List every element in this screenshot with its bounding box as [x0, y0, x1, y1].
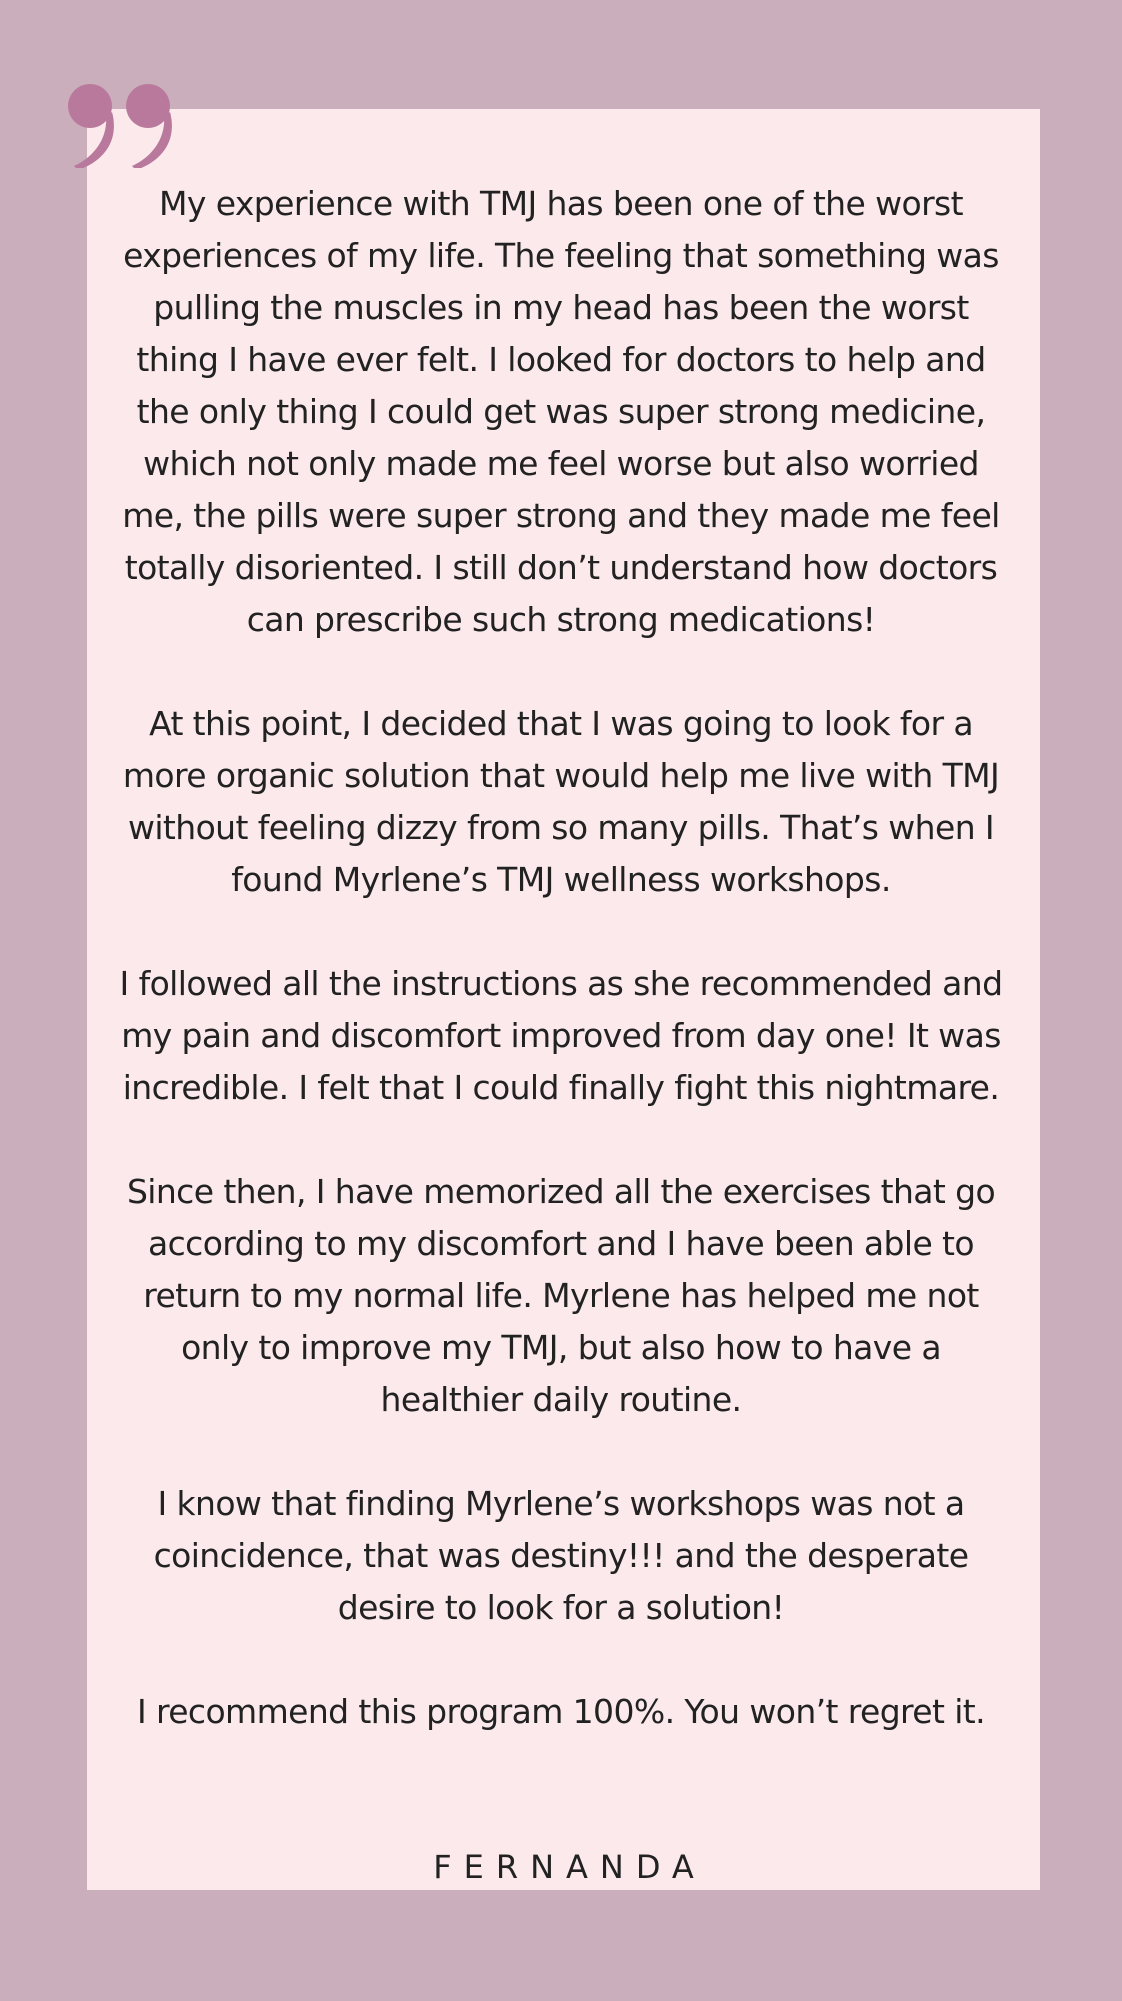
- testimonial-text: [110, 178, 1012, 1738]
- testimonial-paragraph-2: At this point, I decided that I was going to look for a more organic solution that would help me live with TMJ without feeling dizzy from so many pills. That’s when I found Myrlene’s TMJ wellness workshops.: [122, 704, 1000, 899]
- testimonial-paragraph-3: I followed all the instructions as she recommended and my pain and discomfort improved from day one! It was incredible. I felt that I could finally fight this nightmare.: [119, 964, 1003, 1107]
- testimonial-paragraph-5: I know that finding Myrlene’s workshops was not a coincidence, that was destiny!!! and the desperate desire to look for a solution!: [153, 1484, 969, 1627]
- testimonial-paragraph-6: I recommend this program 100%. You won’t regret it.: [136, 1692, 986, 1731]
- closing-quotation-mark-icon: [66, 78, 178, 168]
- testimonial-paragraph-4: Since then, I have memorized all the exercises that go according to my discomfort and I have been able to return to my normal life. Myrlene has helped me not only to improve my TMJ, but also how to have a healthier daily routine.: [126, 1172, 996, 1419]
- testimonial-paragraph-1: My experience with TMJ has been one of the worst experiences of my life. The feeling that something was pulling the muscles in my head has been the worst thing I have ever felt. I looked for doctors to help and the only thing I could get was super strong medicine, which not only made me feel worse but also worried me, the pills were super strong and they made me feel totally disoriented. I still don’t understand how doctors can prescribe such strong medications!: [122, 184, 1000, 639]
- author-name: FERNANDA: [433, 1848, 706, 1886]
